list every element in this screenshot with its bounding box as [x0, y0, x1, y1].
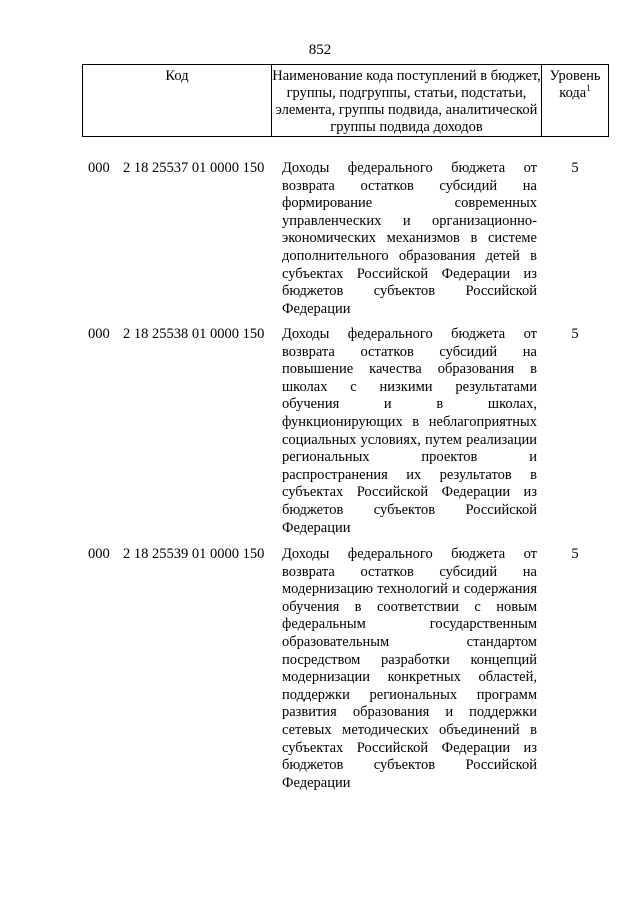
- header-code: Код: [83, 65, 272, 136]
- header-level-footnote: 1: [586, 83, 591, 94]
- income-code: 2 18 25539 01 0000 150: [123, 546, 265, 562]
- admin-code: 000: [88, 160, 110, 176]
- table-header: [82, 64, 609, 137]
- admin-code: 000: [88, 546, 110, 562]
- header-level-label: Уровень кода: [549, 68, 601, 101]
- code-level: 5: [571, 546, 579, 562]
- header-level: [542, 65, 608, 136]
- admin-code: 000: [88, 326, 110, 342]
- code-level: 5: [571, 160, 579, 176]
- income-description: Доходы федерального бюджета от возврата остатков субсидий на модернизацию технологий и содержания обучения в соответствии с новым федеральным государственным образовательным стандартом посредством разработки концепций модернизации конкретных областей, поддержки региональных программ развития образования и поддержки сетевых методических объединений в субъектах Российской Федерации из бюджетов субъектов Российской Федерации: [282, 546, 537, 791]
- income-description: Доходы федерального бюджета от возврата остатков субсидий на формирование современных управленческих и организационно-экономических механизмов в системе дополнительного образования детей в субъектах Российской Федерации из бюджетов субъектов Российской Федерации: [282, 160, 537, 317]
- income-code: 2 18 25537 01 0000 150: [123, 160, 265, 176]
- income-description: Доходы федерального бюджета от возврата остатков субсидий на повышение качества образования в школах с низкими результатами обучения и в школах, функционирующих в неблагоприятных социальных условиях, путем реализации региональных проектов и распространения их результатов в субъектах Российской Федерации из бюджетов субъектов Российской Федерации: [282, 326, 537, 536]
- page-number: 852: [308, 42, 332, 58]
- header-name: Наименование кода поступлений в бюджет, группы, подгруппы, статьи, подстатьи, элемента, группы подвида, аналитической группы подвида доходов: [272, 65, 542, 136]
- income-code: 2 18 25538 01 0000 150: [123, 326, 265, 342]
- code-level: 5: [571, 326, 579, 342]
